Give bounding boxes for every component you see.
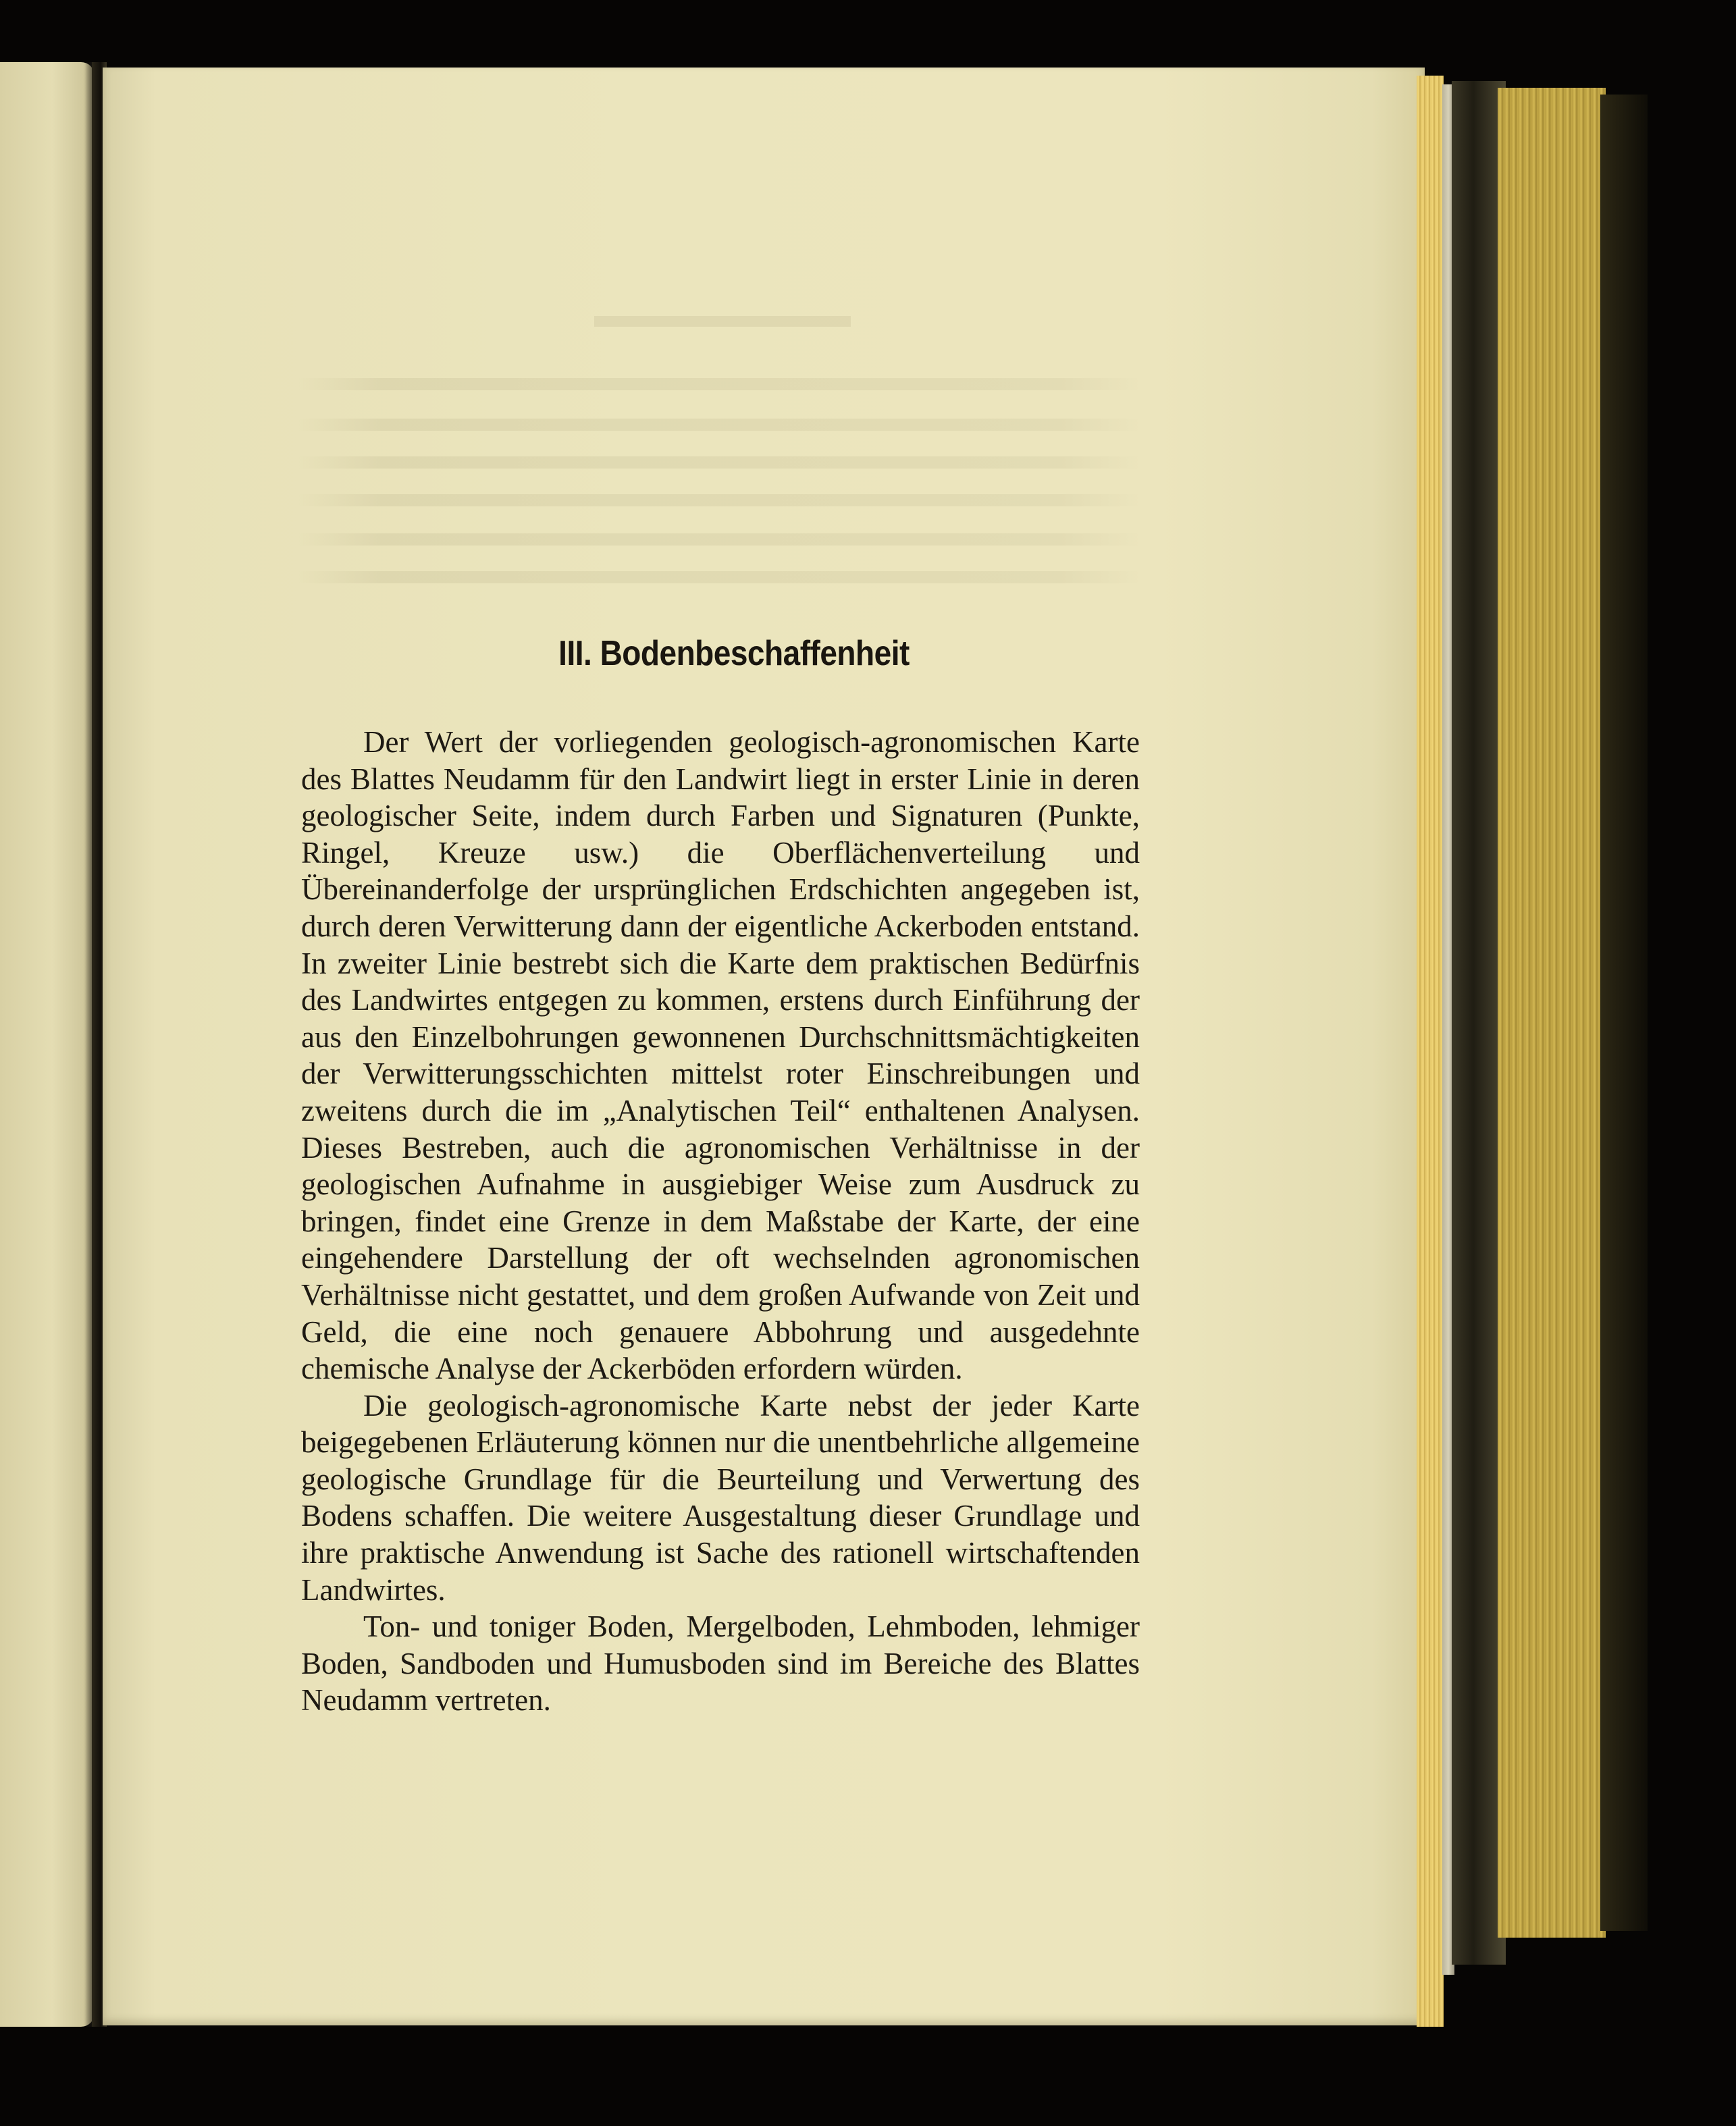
paragraph: Die geologisch-agronomische Karte nebst der jeder Karte beigegebenen Erläuterung können nur die unentbehrliche allgemeine geologische Grundlage für die Beurteilung und Verwertung des Bodens schaffen. Die weitere Ausgestaltung dieser Grundlage und ihre praktische Anwendung ist Sache des rationell wirtschaftenden Landwirtes.	[301, 1388, 1140, 1607]
show-through-line	[297, 533, 1141, 546]
book-cover-back	[1600, 95, 1648, 1931]
paragraph: Der Wert der vorliegenden geologisch-agronomischen Karte des Blattes Neudamm für den Landwirt liegt in erster Linie in deren geologischer Seite, indem durch Farben und Signaturen (Punkte, Ringel, Kreuze usw.) die Oberflächenverteilung und Übereinanderfolge der ursprünglichen Erdschichten angegeben ist, durch deren Verwitterung dann der eigentliche Ackerboden entstand. In zweiter Linie bestrebt sich die Karte dem praktischen Bedürfnis des Landwirtes entgegen zu kommen, erstens durch Einführung der aus den Einzelbohrungen gewonnenen Durchschnittsmächtigkeiten der Verwitterungsschichten mittelst roter Einschreibungen und zweitens durch die im „Analytischen Teil“ enthaltenen Analysen. Dieses Bestreben, auch die agronomischen Verhältnisse in der geologischen Aufnahme in ausgiebiger Weise zum Ausdruck zu bringen, findet eine Grenze in dem Maßstabe der Karte, der eine eingehendere Darstellung der oft wechselnden agronomischen Verhältnisse nicht gestattet, und dem großen Aufwande von Zeit und Geld, die eine noch genauere Abbohrung und ausgedehnte chemische Analyse der Ackerböden erfordern würden.	[301, 725, 1140, 1386]
paragraph: Ton- und toniger Boden, Mergelboden, Lehmboden, lehmiger Boden, Sandboden und Humusboden sind im Bereiche des Blattes Neudamm vertreten.	[301, 1610, 1140, 1718]
show-through-line	[297, 378, 1141, 390]
left-page-edge	[0, 62, 95, 2027]
page-edges	[1417, 76, 1444, 2027]
show-through-line	[297, 456, 1141, 469]
show-through-line	[297, 419, 1141, 431]
show-through-line	[297, 571, 1141, 583]
page-text	[301, 635, 1140, 1719]
show-through-line	[297, 494, 1141, 506]
show-through-header	[594, 316, 851, 327]
section-heading: III. Bodenbeschaffenheit	[558, 633, 910, 673]
book-cover-edge	[1498, 88, 1606, 1938]
